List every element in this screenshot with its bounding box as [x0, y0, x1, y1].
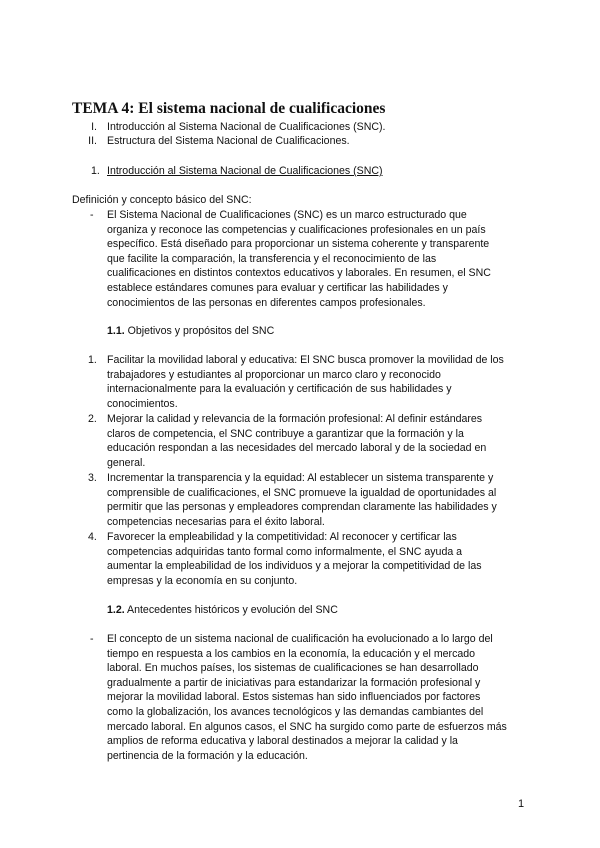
text-line: Facilitar la movilidad laboral y educativa: El SNC busca promover la movilidad de los	[107, 354, 504, 366]
text-line: comprensible de cualificaciones, el SNC promueve la igualdad de oportunidades al	[107, 486, 497, 499]
text-line: específico. Está diseñado para proporcionar un sistema coherente y transparente	[107, 238, 490, 251]
text-line: conocimientos de las personas en diferentes campos profesionales.	[107, 296, 426, 309]
text-line: conocimientos.	[107, 397, 178, 410]
list-item	[107, 530, 527, 588]
text-line: tiempo en respuesta a los cambios en la economía, la educación y el mercado	[107, 647, 476, 660]
text-line: internacionalmente para la evaluación y certificación de sus habilidades y	[107, 383, 452, 396]
text-line: El Sistema Nacional de Cualificaciones (SNC) es un marco estructurado que	[107, 209, 467, 221]
page-title: TEMA 4: El sistema nacional de cualificaciones	[72, 100, 386, 117]
page-number: 1	[518, 798, 525, 810]
text-line: claros de competencia, el SNC contribuye a garantizar que la formación y la	[107, 427, 464, 440]
toc-item: Estructura del Sistema Nacional de Cualificaciones.	[107, 135, 350, 147]
subsection-heading	[107, 603, 338, 618]
text-line: El concepto de un sistema nacional de cualificación ha evolucionado a lo largo del	[107, 633, 493, 645]
subsection-title: Antecedentes históricos y evolución del SNC	[124, 604, 338, 616]
text-line: laboral. En muchos países, los sistemas de cualificaciones se han desarrollado	[107, 662, 479, 675]
text-line: amplios de reforma educativa y laboral destinados a mejorar la calidad y la	[107, 735, 458, 748]
text-line: mercado laboral. En algunos casos, el SNC ha surgido como parte de esfuerzos más	[107, 720, 507, 733]
toc-item: Introducción al Sistema Nacional de Cualificaciones (SNC).	[107, 121, 386, 133]
text-line: permitir que las personas y empleadores comprendan claramente las habilidades y	[107, 501, 497, 514]
bullet-dash: -	[90, 209, 94, 221]
text-line: organiza y reconoce las competencias y cualificaciones profesionales en un país	[107, 223, 486, 236]
subsection-number: 1.2.	[107, 604, 125, 616]
text-line: gradualmente a partir de iniciativas para estandarizar la formación profesional y	[107, 676, 481, 689]
text-line: Incrementar la transparencia y la equidad: Al establecer un sistema transparente y	[107, 472, 494, 484]
text-line: trabajadores y estudiantes al proporcionar un marco claro y reconocido	[107, 368, 441, 381]
subsection-number: 1.1.	[107, 325, 125, 337]
text-line: cualificaciones en distintos contextos educativos y laborales. En resumen, el SNC	[107, 267, 491, 280]
definition-paragraph	[107, 208, 527, 310]
text-line: general.	[107, 456, 146, 469]
bullet-dash: -	[90, 633, 94, 645]
section-heading: Introducción al Sistema Nacional de Cualificaciones (SNC)	[107, 165, 383, 177]
list-number: 2.	[88, 413, 97, 425]
subsection-heading	[107, 324, 274, 339]
text-line: establece estándares comunes para evaluar y certificar las habilidades y	[107, 281, 448, 294]
section-number: 1.	[91, 165, 100, 177]
history-paragraph	[107, 632, 527, 763]
text-line: Mejorar la calidad y relevancia de la formación profesional: Al definir estándares	[107, 413, 483, 425]
text-line: aumentar la empleabilidad de los individuos y a mejorar la competitividad de las	[107, 560, 482, 573]
list-item	[107, 353, 527, 411]
text-line: pertinencia de la formación y la educación.	[107, 749, 308, 762]
list-item	[107, 471, 527, 529]
toc-number: I.	[91, 121, 97, 133]
text-line: mejorar la movilidad laboral. Estos sistemas han sido influenciados por factores	[107, 691, 481, 704]
list-number: 3.	[88, 472, 97, 484]
list-number: 4.	[88, 531, 97, 543]
text-line: Favorecer la empleabilidad y la competitividad: Al reconocer y certificar las	[107, 531, 457, 543]
text-line: empresas y la economía en su conjunto.	[107, 574, 298, 587]
toc-number: II.	[88, 135, 97, 147]
subsection-title: Objetivos y propósitos del SNC	[124, 325, 275, 337]
list-item	[107, 412, 527, 470]
text-line: como la globalización, los avances tecnológicos y las demandas cambiantes del	[107, 705, 484, 718]
text-line: competencias necesarias para el éxito laboral.	[107, 515, 325, 528]
text-line: educación respondan a las necesidades del mercado laboral y de la sociedad en	[107, 442, 487, 455]
text-line: que facilite la comparación, la transferencia y el reconocimiento de las	[107, 252, 437, 265]
text-line: competencias adquiridas tanto formal como informalmente, el SNC ayuda a	[107, 545, 463, 558]
list-number: 1.	[88, 354, 97, 366]
definition-heading: Definición y concepto básico del SNC:	[72, 194, 252, 206]
